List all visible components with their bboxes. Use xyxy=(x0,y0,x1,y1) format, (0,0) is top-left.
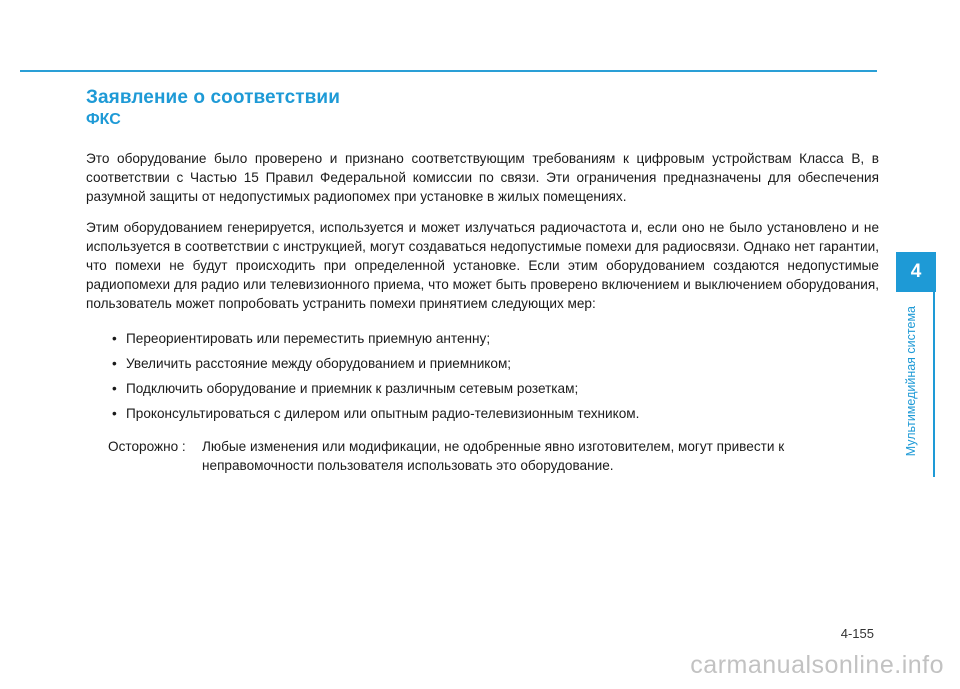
list-item-text: Проконсультироваться с дилером или опытным радио-телевизионным техником. xyxy=(126,405,640,421)
chapter-number-tab[interactable]: 4 xyxy=(896,252,936,292)
bullet-icon: • xyxy=(112,355,117,371)
caution-text: Любые изменения или модификации, не одобренные явно изготовителем, могут привести к неправомочности пользователя использовать это оборудование. xyxy=(202,438,785,473)
chapter-side-line xyxy=(933,292,935,477)
list-item xyxy=(112,330,879,348)
page-number: 4-155 xyxy=(840,626,874,641)
page-title: Заявление о соответствии xyxy=(86,87,340,108)
caution-note xyxy=(108,437,879,475)
section-subtitle: ФКС xyxy=(86,111,121,128)
bullet-icon: • xyxy=(112,330,117,346)
measures-list xyxy=(86,330,879,423)
bullet-icon: • xyxy=(112,405,117,421)
list-item-text: Увеличить расстояние между оборудованием и приемником; xyxy=(126,355,512,371)
caution-label: Осторожно : xyxy=(108,438,186,454)
list-item-text: Переориентировать или переместить приемную антенну; xyxy=(126,330,491,346)
chapter-title: Мультимедийная система xyxy=(904,305,918,457)
paragraph-interference: Этим оборудованием генерируется, используется и может излучаться радиочастота и, если оно не было установлено и не используется в соответствии с инструкцией, могут создаваться недопустимые помехи для радиосвязи. Однако нет гарантии, что помехи не будут происходить при определенной установке. Если этим оборудованием создаются недопустимые радиопомехи для радио или телевизионного приема, что может быть проверено включением и выключением оборудования, пользователь может попробовать устранить помехи принятием следующих мер: xyxy=(86,219,879,312)
paragraph-intro: Это оборудование было проверено и признано соответствующим требованиям к цифровым устройствам Класса B, в соответствии с Частью 15 Правил Федеральной комиссии по связи. Эти ограничения предназначены для обеспечения разумной защиты от недопустимых радиопомех при установке в жилых помещениях. xyxy=(86,151,879,205)
watermark: carmanualsonline.info xyxy=(690,651,944,679)
top-divider xyxy=(20,70,877,72)
list-item-text: Подключить оборудование и приемник к различным сетевым розеткам; xyxy=(126,380,579,396)
main-content xyxy=(86,149,879,475)
list-item xyxy=(112,355,879,373)
list-item xyxy=(112,380,879,398)
chapter-title-wrap xyxy=(896,296,926,466)
bullet-icon: • xyxy=(112,380,117,396)
list-item xyxy=(112,405,879,423)
